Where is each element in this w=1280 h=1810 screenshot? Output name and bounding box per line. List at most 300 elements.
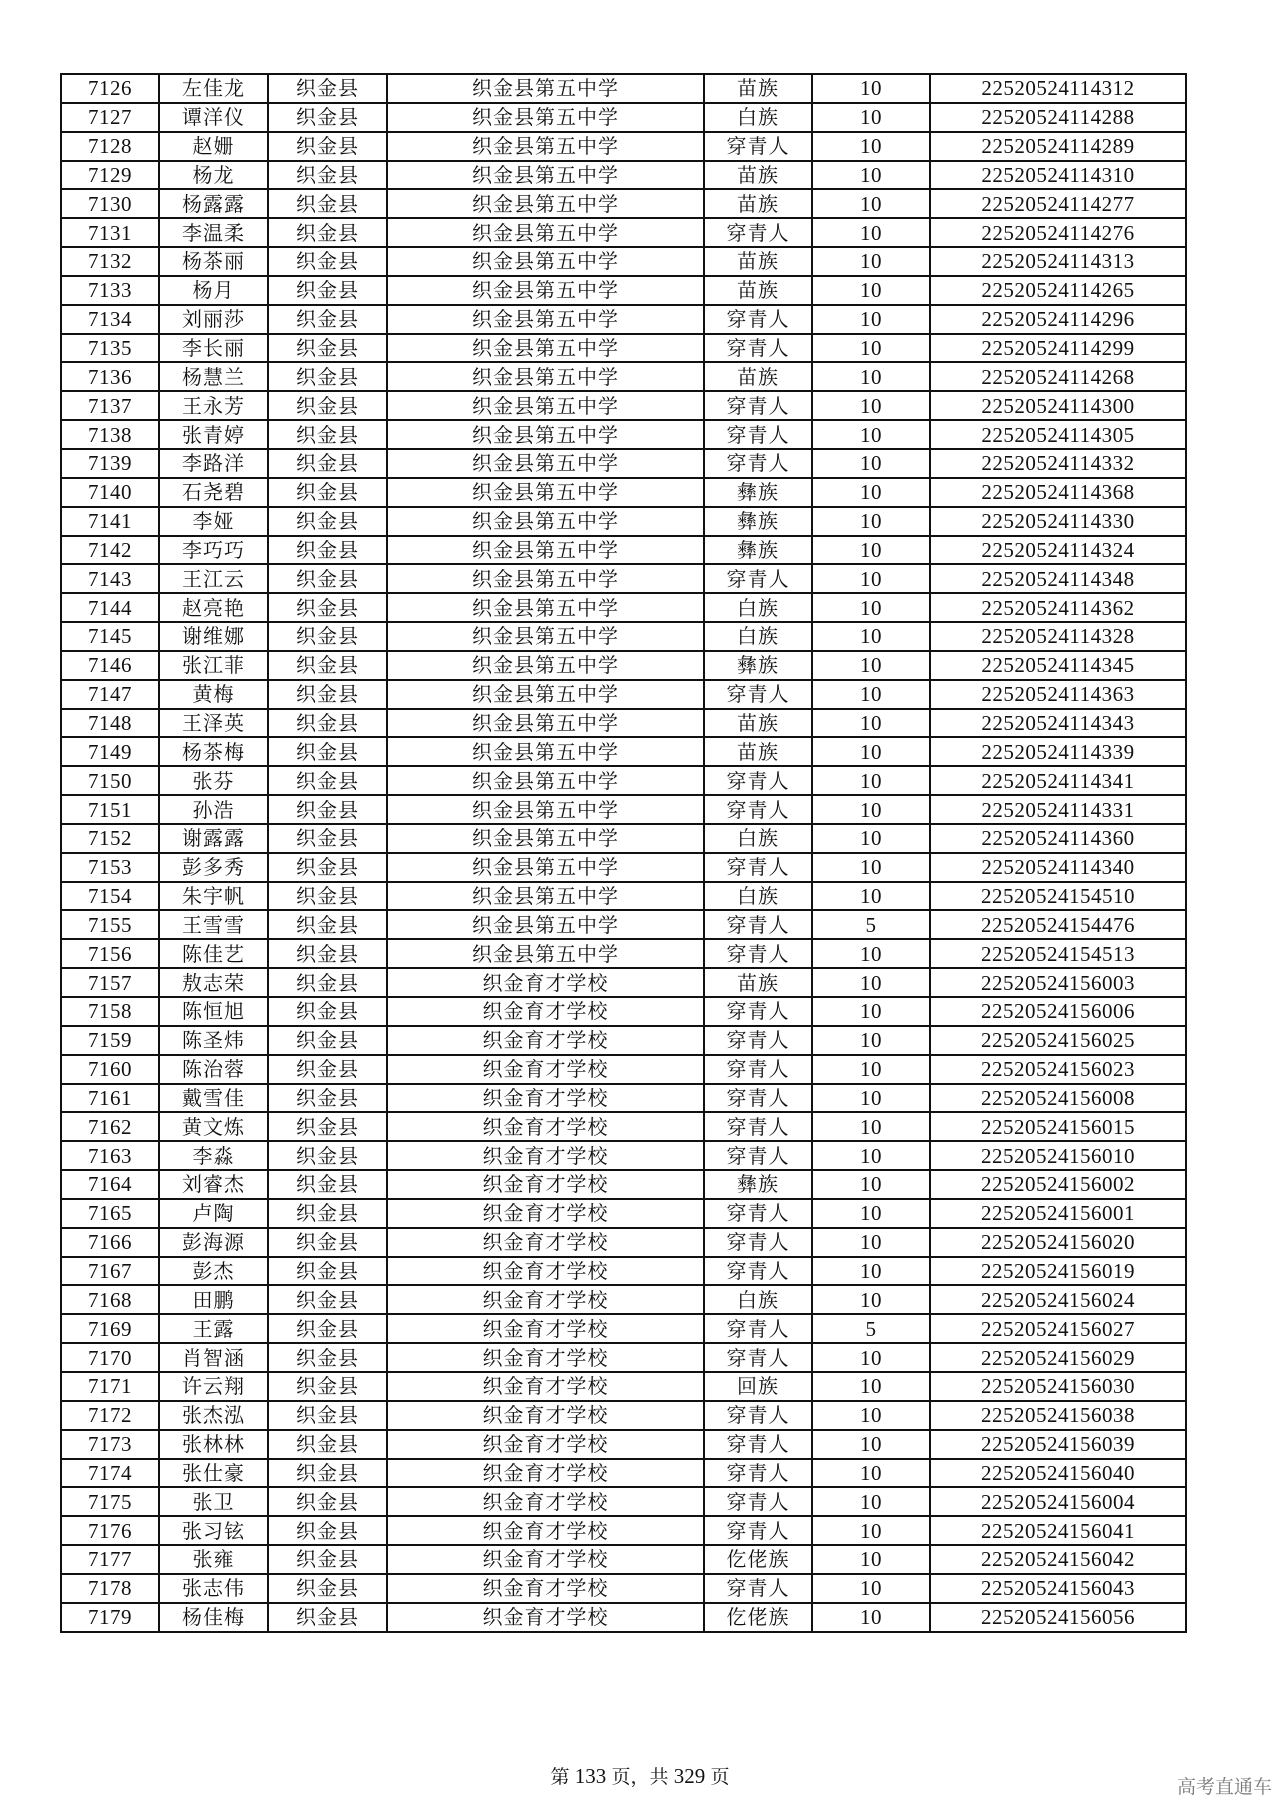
- cell-exam-number: 22520524156023: [930, 1055, 1186, 1084]
- cell-school: 织金育才学校: [387, 1459, 704, 1488]
- cell-serial-number: 7168: [61, 1285, 159, 1314]
- cell-county: 织金县: [268, 449, 387, 478]
- cell-county: 织金县: [268, 1574, 387, 1603]
- cell-county: 织金县: [268, 795, 387, 824]
- table-row: [61, 939, 1186, 968]
- cell-serial-number: 7156: [61, 939, 159, 968]
- cell-ethnicity: 彝族: [704, 536, 812, 565]
- cell-serial-number: 7176: [61, 1516, 159, 1545]
- cell-school: 织金县第五中学: [387, 536, 704, 565]
- cell-exam-number: 22520524114368: [930, 478, 1186, 507]
- cell-exam-number: 22520524114345: [930, 651, 1186, 680]
- cell-serial-number: 7171: [61, 1372, 159, 1401]
- table-row: [61, 536, 1186, 565]
- cell-school: 织金县第五中学: [387, 305, 704, 334]
- cell-county: 织金县: [268, 882, 387, 911]
- cell-serial-number: 7134: [61, 305, 159, 334]
- cell-exam-number: 22520524156040: [930, 1459, 1186, 1488]
- cell-student-name: 刘睿杰: [159, 1170, 268, 1199]
- cell-school: 织金育才学校: [387, 1516, 704, 1545]
- cell-ethnicity: 白族: [704, 103, 812, 132]
- table-row: [61, 276, 1186, 305]
- cell-county: 织金县: [268, 305, 387, 334]
- cell-county: 织金县: [268, 1430, 387, 1459]
- cell-serial-number: 7177: [61, 1545, 159, 1574]
- footer-prefix: 第: [550, 1766, 570, 1788]
- cell-ethnicity: 苗族: [704, 161, 812, 190]
- cell-student-name: 张志伟: [159, 1574, 268, 1603]
- cell-exam-number: 22520524156039: [930, 1430, 1186, 1459]
- cell-school: 织金育才学校: [387, 1603, 704, 1632]
- cell-student-name: 敖志荣: [159, 968, 268, 997]
- cell-ethnicity: 穿青人: [704, 1314, 812, 1343]
- cell-exam-number: 22520524156001: [930, 1199, 1186, 1228]
- cell-county: 织金县: [268, 593, 387, 622]
- cell-ethnicity: 穿青人: [704, 420, 812, 449]
- cell-student-name: 张卫: [159, 1487, 268, 1516]
- cell-student-name: 左佳龙: [159, 74, 268, 103]
- cell-exam-number: 22520524154513: [930, 939, 1186, 968]
- page-footer: [0, 1762, 1280, 1789]
- cell-student-name: 田鹏: [159, 1285, 268, 1314]
- cell-points: 10: [812, 1112, 930, 1141]
- cell-ethnicity: 彝族: [704, 507, 812, 536]
- table-body: [61, 74, 1186, 1632]
- cell-school: 织金育才学校: [387, 1574, 704, 1603]
- cell-school: 织金县第五中学: [387, 478, 704, 507]
- cell-county: 织金县: [268, 507, 387, 536]
- cell-exam-number: 22520524156025: [930, 1026, 1186, 1055]
- cell-serial-number: 7173: [61, 1430, 159, 1459]
- cell-serial-number: 7140: [61, 478, 159, 507]
- cell-county: 织金县: [268, 334, 387, 363]
- table-row: [61, 1199, 1186, 1228]
- cell-county: 织金县: [268, 824, 387, 853]
- cell-points: 10: [812, 536, 930, 565]
- cell-ethnicity: 穿青人: [704, 334, 812, 363]
- cell-school: 织金育才学校: [387, 1112, 704, 1141]
- cell-ethnicity: 穿青人: [704, 939, 812, 968]
- cell-ethnicity: 彝族: [704, 651, 812, 680]
- cell-exam-number: 22520524156041: [930, 1516, 1186, 1545]
- table-row: [61, 132, 1186, 161]
- cell-serial-number: 7145: [61, 622, 159, 651]
- cell-points: 10: [812, 1055, 930, 1084]
- cell-exam-number: 22520524114362: [930, 593, 1186, 622]
- cell-student-name: 张雍: [159, 1545, 268, 1574]
- watermark: 高考直通车: [1176, 1776, 1272, 1798]
- cell-points: 10: [812, 824, 930, 853]
- cell-points: 10: [812, 507, 930, 536]
- cell-exam-number: 22520524156038: [930, 1401, 1186, 1430]
- cell-points: 10: [812, 334, 930, 363]
- cell-ethnicity: 穿青人: [704, 218, 812, 247]
- footer-middle: 页，共: [611, 1766, 669, 1788]
- cell-points: 10: [812, 189, 930, 218]
- cell-points: 10: [812, 968, 930, 997]
- cell-school: 织金县第五中学: [387, 132, 704, 161]
- table-row: [61, 1228, 1186, 1257]
- table-row: [61, 1285, 1186, 1314]
- cell-ethnicity: 穿青人: [704, 1257, 812, 1286]
- cell-points: 10: [812, 1170, 930, 1199]
- cell-serial-number: 7164: [61, 1170, 159, 1199]
- cell-school: 织金育才学校: [387, 1026, 704, 1055]
- cell-county: 织金县: [268, 161, 387, 190]
- cell-serial-number: 7159: [61, 1026, 159, 1055]
- cell-exam-number: 22520524156019: [930, 1257, 1186, 1286]
- cell-ethnicity: 白族: [704, 882, 812, 911]
- table-row: [61, 737, 1186, 766]
- cell-county: 织金县: [268, 1084, 387, 1113]
- cell-exam-number: 22520524114312: [930, 74, 1186, 103]
- cell-county: 织金县: [268, 132, 387, 161]
- cell-points: 10: [812, 564, 930, 593]
- table-row: [61, 218, 1186, 247]
- cell-points: 10: [812, 766, 930, 795]
- cell-student-name: 王泽英: [159, 709, 268, 738]
- table-row: [61, 968, 1186, 997]
- cell-county: 织金县: [268, 968, 387, 997]
- cell-county: 织金县: [268, 1545, 387, 1574]
- cell-serial-number: 7162: [61, 1112, 159, 1141]
- cell-exam-number: 22520524114300: [930, 391, 1186, 420]
- cell-points: 5: [812, 1314, 930, 1343]
- table-row: [61, 795, 1186, 824]
- cell-ethnicity: 穿青人: [704, 391, 812, 420]
- cell-school: 织金县第五中学: [387, 74, 704, 103]
- cell-serial-number: 7128: [61, 132, 159, 161]
- cell-ethnicity: 苗族: [704, 362, 812, 391]
- cell-student-name: 张杰泓: [159, 1401, 268, 1430]
- cell-county: 织金县: [268, 1026, 387, 1055]
- cell-county: 织金县: [268, 1285, 387, 1314]
- cell-ethnicity: 穿青人: [704, 766, 812, 795]
- cell-ethnicity: 穿青人: [704, 795, 812, 824]
- cell-serial-number: 7160: [61, 1055, 159, 1084]
- table-row: [61, 1257, 1186, 1286]
- cell-exam-number: 22520524114324: [930, 536, 1186, 565]
- cell-points: 10: [812, 276, 930, 305]
- cell-exam-number: 22520524156006: [930, 997, 1186, 1026]
- cell-points: 10: [812, 1141, 930, 1170]
- cell-student-name: 杨露露: [159, 189, 268, 218]
- cell-serial-number: 7141: [61, 507, 159, 536]
- cell-student-name: 朱宇帆: [159, 882, 268, 911]
- cell-serial-number: 7157: [61, 968, 159, 997]
- table-row: [61, 1170, 1186, 1199]
- cell-points: 10: [812, 1603, 930, 1632]
- cell-student-name: 张芬: [159, 766, 268, 795]
- cell-serial-number: 7179: [61, 1603, 159, 1632]
- cell-serial-number: 7127: [61, 103, 159, 132]
- cell-serial-number: 7148: [61, 709, 159, 738]
- cell-serial-number: 7154: [61, 882, 159, 911]
- table-row: [61, 103, 1186, 132]
- cell-ethnicity: 仡佬族: [704, 1603, 812, 1632]
- cell-exam-number: 22520524114331: [930, 795, 1186, 824]
- cell-exam-number: 22520524114363: [930, 680, 1186, 709]
- cell-serial-number: 7137: [61, 391, 159, 420]
- cell-ethnicity: 穿青人: [704, 1459, 812, 1488]
- cell-student-name: 张习铉: [159, 1516, 268, 1545]
- cell-school: 织金县第五中学: [387, 247, 704, 276]
- cell-school: 织金育才学校: [387, 1372, 704, 1401]
- cell-student-name: 杨龙: [159, 161, 268, 190]
- cell-county: 织金县: [268, 1228, 387, 1257]
- cell-school: 织金县第五中学: [387, 593, 704, 622]
- cell-ethnicity: 苗族: [704, 276, 812, 305]
- cell-student-name: 杨慧兰: [159, 362, 268, 391]
- table-row: [61, 1574, 1186, 1603]
- cell-student-name: 卢陶: [159, 1199, 268, 1228]
- cell-exam-number: 22520524156008: [930, 1084, 1186, 1113]
- cell-points: 10: [812, 853, 930, 882]
- cell-points: 10: [812, 882, 930, 911]
- cell-exam-number: 22520524114328: [930, 622, 1186, 651]
- cell-exam-number: 22520524114299: [930, 334, 1186, 363]
- total-pages-number: 329: [673, 1764, 706, 1788]
- table-row: [61, 1026, 1186, 1055]
- table-row: [61, 1314, 1186, 1343]
- cell-student-name: 王江云: [159, 564, 268, 593]
- cell-points: 10: [812, 1199, 930, 1228]
- table-row: [61, 1545, 1186, 1574]
- cell-serial-number: 7126: [61, 74, 159, 103]
- cell-exam-number: 22520524114268: [930, 362, 1186, 391]
- cell-school: 织金县第五中学: [387, 334, 704, 363]
- cell-county: 织金县: [268, 218, 387, 247]
- cell-ethnicity: 白族: [704, 593, 812, 622]
- cell-county: 织金县: [268, 1170, 387, 1199]
- current-page-number: 133: [574, 1764, 607, 1788]
- cell-ethnicity: 穿青人: [704, 1055, 812, 1084]
- cell-exam-number: 22520524156004: [930, 1487, 1186, 1516]
- cell-student-name: 彭杰: [159, 1257, 268, 1286]
- cell-exam-number: 22520524114265: [930, 276, 1186, 305]
- cell-ethnicity: 穿青人: [704, 305, 812, 334]
- cell-points: 10: [812, 709, 930, 738]
- table-row: [61, 1084, 1186, 1113]
- cell-ethnicity: 穿青人: [704, 1112, 812, 1141]
- cell-county: 织金县: [268, 1487, 387, 1516]
- cell-points: 10: [812, 1343, 930, 1372]
- cell-exam-number: 22520524114339: [930, 737, 1186, 766]
- cell-points: 10: [812, 391, 930, 420]
- cell-student-name: 李娅: [159, 507, 268, 536]
- cell-serial-number: 7131: [61, 218, 159, 247]
- cell-county: 织金县: [268, 420, 387, 449]
- cell-ethnicity: 苗族: [704, 709, 812, 738]
- cell-ethnicity: 穿青人: [704, 1228, 812, 1257]
- cell-student-name: 王雪雪: [159, 910, 268, 939]
- table-row: [61, 507, 1186, 536]
- cell-county: 织金县: [268, 853, 387, 882]
- cell-serial-number: 7172: [61, 1401, 159, 1430]
- cell-student-name: 谢维娜: [159, 622, 268, 651]
- table-row: [61, 478, 1186, 507]
- cell-student-name: 孙浩: [159, 795, 268, 824]
- cell-serial-number: 7161: [61, 1084, 159, 1113]
- cell-ethnicity: 苗族: [704, 74, 812, 103]
- cell-school: 织金育才学校: [387, 1314, 704, 1343]
- cell-points: 10: [812, 420, 930, 449]
- cell-student-name: 谢露露: [159, 824, 268, 853]
- cell-school: 织金县第五中学: [387, 795, 704, 824]
- table-row: [61, 853, 1186, 882]
- cell-school: 织金育才学校: [387, 1545, 704, 1574]
- student-list-table: [60, 73, 1187, 1633]
- cell-exam-number: 22520524156030: [930, 1372, 1186, 1401]
- cell-serial-number: 7149: [61, 737, 159, 766]
- cell-ethnicity: 穿青人: [704, 853, 812, 882]
- cell-county: 织金县: [268, 1459, 387, 1488]
- cell-serial-number: 7174: [61, 1459, 159, 1488]
- cell-serial-number: 7158: [61, 997, 159, 1026]
- cell-county: 织金县: [268, 1199, 387, 1228]
- cell-student-name: 张江菲: [159, 651, 268, 680]
- cell-student-name: 黄梅: [159, 680, 268, 709]
- cell-county: 织金县: [268, 622, 387, 651]
- cell-ethnicity: 白族: [704, 1285, 812, 1314]
- cell-serial-number: 7142: [61, 536, 159, 565]
- table-row: [61, 449, 1186, 478]
- cell-school: 织金育才学校: [387, 968, 704, 997]
- cell-ethnicity: 彝族: [704, 478, 812, 507]
- cell-points: 10: [812, 997, 930, 1026]
- cell-exam-number: 22520524114305: [930, 420, 1186, 449]
- cell-county: 织金县: [268, 564, 387, 593]
- cell-student-name: 陈佳艺: [159, 939, 268, 968]
- cell-school: 织金育才学校: [387, 1343, 704, 1372]
- cell-school: 织金育才学校: [387, 997, 704, 1026]
- cell-ethnicity: 苗族: [704, 247, 812, 276]
- cell-exam-number: 22520524156003: [930, 968, 1186, 997]
- cell-ethnicity: 白族: [704, 622, 812, 651]
- cell-ethnicity: 苗族: [704, 968, 812, 997]
- cell-serial-number: 7146: [61, 651, 159, 680]
- cell-school: 织金县第五中学: [387, 709, 704, 738]
- cell-school: 织金县第五中学: [387, 420, 704, 449]
- cell-ethnicity: 彝族: [704, 1170, 812, 1199]
- cell-school: 织金育才学校: [387, 1141, 704, 1170]
- table-row: [61, 910, 1186, 939]
- cell-ethnicity: 穿青人: [704, 1574, 812, 1603]
- cell-ethnicity: 穿青人: [704, 680, 812, 709]
- cell-county: 织金县: [268, 997, 387, 1026]
- cell-serial-number: 7150: [61, 766, 159, 795]
- table-row: [61, 1112, 1186, 1141]
- cell-student-name: 许云翔: [159, 1372, 268, 1401]
- cell-school: 织金县第五中学: [387, 276, 704, 305]
- cell-serial-number: 7144: [61, 593, 159, 622]
- cell-points: 10: [812, 362, 930, 391]
- cell-student-name: 杨月: [159, 276, 268, 305]
- table-row: [61, 882, 1186, 911]
- table-row: [61, 593, 1186, 622]
- cell-exam-number: 22520524156024: [930, 1285, 1186, 1314]
- cell-ethnicity: 回族: [704, 1372, 812, 1401]
- cell-school: 织金县第五中学: [387, 362, 704, 391]
- cell-school: 织金县第五中学: [387, 680, 704, 709]
- cell-school: 织金县第五中学: [387, 189, 704, 218]
- cell-school: 织金县第五中学: [387, 391, 704, 420]
- cell-county: 织金县: [268, 1314, 387, 1343]
- cell-points: 5: [812, 910, 930, 939]
- cell-points: 10: [812, 1401, 930, 1430]
- cell-county: 织金县: [268, 536, 387, 565]
- cell-points: 10: [812, 939, 930, 968]
- cell-points: 10: [812, 1257, 930, 1286]
- cell-points: 10: [812, 305, 930, 334]
- cell-school: 织金县第五中学: [387, 939, 704, 968]
- table-row: [61, 1372, 1186, 1401]
- cell-student-name: 李巧巧: [159, 536, 268, 565]
- cell-student-name: 石尧碧: [159, 478, 268, 507]
- cell-exam-number: 22520524114330: [930, 507, 1186, 536]
- table-row: [61, 997, 1186, 1026]
- cell-school: 织金县第五中学: [387, 882, 704, 911]
- cell-serial-number: 7165: [61, 1199, 159, 1228]
- cell-serial-number: 7175: [61, 1487, 159, 1516]
- cell-ethnicity: 穿青人: [704, 1516, 812, 1545]
- cell-school: 织金育才学校: [387, 1170, 704, 1199]
- cell-exam-number: 22520524114296: [930, 305, 1186, 334]
- cell-student-name: 陈恒旭: [159, 997, 268, 1026]
- cell-serial-number: 7151: [61, 795, 159, 824]
- cell-ethnicity: 仡佬族: [704, 1545, 812, 1574]
- cell-student-name: 刘丽莎: [159, 305, 268, 334]
- cell-school: 织金县第五中学: [387, 507, 704, 536]
- cell-county: 织金县: [268, 709, 387, 738]
- cell-exam-number: 22520524114313: [930, 247, 1186, 276]
- cell-school: 织金育才学校: [387, 1285, 704, 1314]
- cell-serial-number: 7133: [61, 276, 159, 305]
- cell-exam-number: 22520524114343: [930, 709, 1186, 738]
- cell-county: 织金县: [268, 1516, 387, 1545]
- cell-ethnicity: 穿青人: [704, 449, 812, 478]
- cell-county: 织金县: [268, 1141, 387, 1170]
- cell-student-name: 张林林: [159, 1430, 268, 1459]
- cell-exam-number: 22520524114289: [930, 132, 1186, 161]
- cell-points: 10: [812, 247, 930, 276]
- table-row: [61, 564, 1186, 593]
- cell-school: 织金县第五中学: [387, 449, 704, 478]
- cell-exam-number: 22520524114277: [930, 189, 1186, 218]
- cell-student-name: 王永芳: [159, 391, 268, 420]
- cell-ethnicity: 白族: [704, 824, 812, 853]
- table-row: [61, 305, 1186, 334]
- cell-county: 织金县: [268, 1401, 387, 1430]
- table-row: [61, 1343, 1186, 1372]
- table-row: [61, 391, 1186, 420]
- cell-student-name: 李长丽: [159, 334, 268, 363]
- cell-school: 织金育才学校: [387, 1401, 704, 1430]
- cell-exam-number: 22520524114310: [930, 161, 1186, 190]
- cell-student-name: 杨佳梅: [159, 1603, 268, 1632]
- cell-ethnicity: 穿青人: [704, 132, 812, 161]
- cell-points: 10: [812, 1459, 930, 1488]
- cell-serial-number: 7135: [61, 334, 159, 363]
- cell-school: 织金育才学校: [387, 1257, 704, 1286]
- cell-points: 10: [812, 1084, 930, 1113]
- cell-serial-number: 7155: [61, 910, 159, 939]
- cell-ethnicity: 穿青人: [704, 1026, 812, 1055]
- cell-student-name: 赵姗: [159, 132, 268, 161]
- cell-student-name: 彭多秀: [159, 853, 268, 882]
- table-row: [61, 334, 1186, 363]
- cell-student-name: 张青婷: [159, 420, 268, 449]
